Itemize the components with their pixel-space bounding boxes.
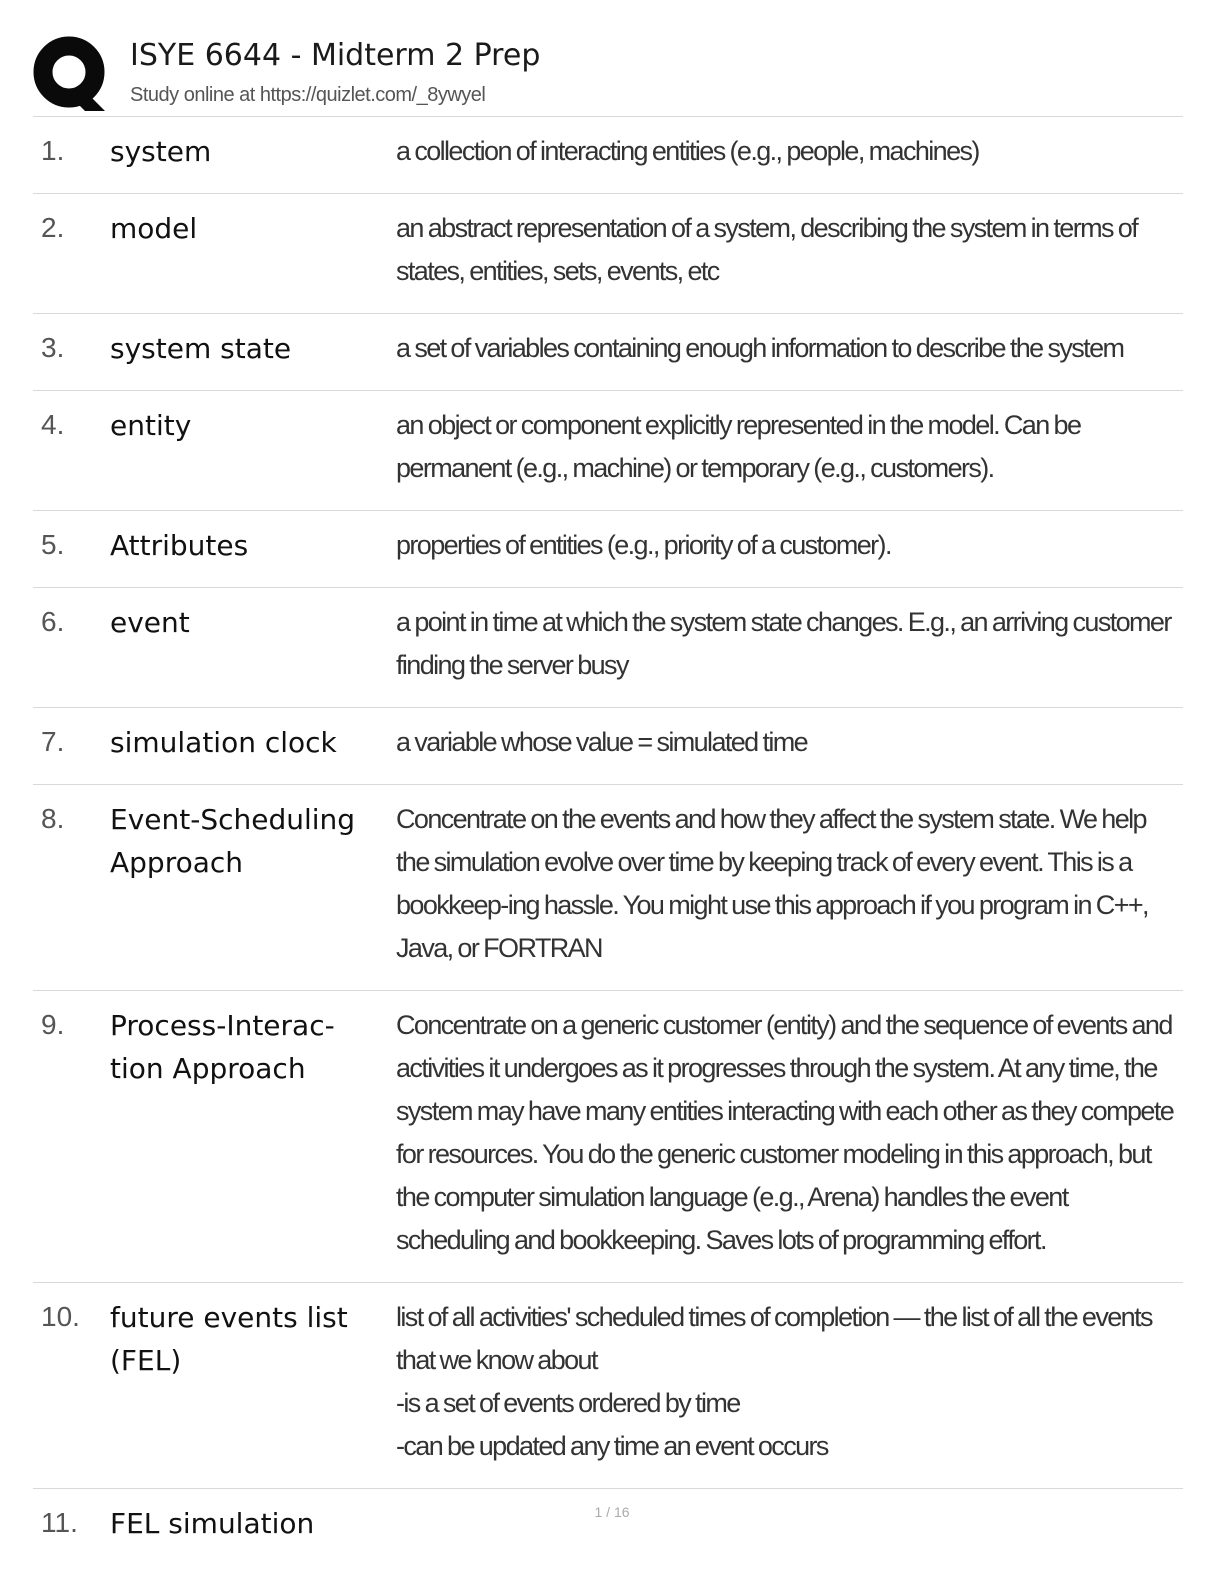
- flashcard-row: [33, 391, 1183, 511]
- card-definition: an abstract representation of a system, describing the system in terms of states, entities, sets, events, etc: [396, 213, 1138, 286]
- flashcard-row: [33, 194, 1183, 314]
- card-term: future events list (FEL): [110, 1301, 348, 1377]
- card-term: Attributes: [110, 529, 249, 562]
- card-definition: list of all activities' scheduled times of completion — the list of all the events that we know about -is a set of events ordered by time -can be updated any time an event occurs: [396, 1302, 1152, 1461]
- card-term: system state: [110, 332, 292, 365]
- flashcard-row: [33, 708, 1183, 785]
- page-subtitle: Study online at https://quizlet.com/_8ywyel: [130, 84, 486, 106]
- flashcard-row: [33, 1283, 1183, 1489]
- flashcard-row: [33, 314, 1183, 391]
- card-term: entity: [110, 409, 192, 442]
- page-title: ISYE 6644 - Midterm 2 Prep: [130, 38, 541, 73]
- flashcard-list: [33, 116, 1183, 1565]
- flashcard-row: [33, 511, 1183, 588]
- card-term: model: [110, 212, 198, 245]
- card-definition: Concentrate on a generic customer (entity) and the sequence of events and activities it undergoes as it progresses through the system. At any time, the system may have many entities interacting with each other as they compete for resources. You do the generic customer modeling in this approach, but the computer simulation language (e.g., Arena) handles the event scheduling and bookkeeping. Saves lots of programming effort.: [396, 1010, 1174, 1255]
- card-number: 5.: [41, 529, 65, 560]
- page-number: 1 / 16: [594, 1504, 630, 1520]
- card-number: 3.: [41, 332, 65, 363]
- card-term: Process-Interac-tion Approach: [110, 1009, 335, 1085]
- page-header: [33, 30, 1183, 112]
- flashcard-row: [33, 991, 1183, 1283]
- flashcard-row: [33, 1489, 1183, 1565]
- card-term: FEL simulation: [110, 1507, 315, 1540]
- card-definition: an object or component explicitly represented in the model. Can be permanent (e.g., machine) or temporary (e.g., customers).: [396, 410, 1081, 483]
- card-definition: a variable whose value = simulated time: [396, 727, 808, 757]
- card-number: 7.: [41, 726, 65, 757]
- flashcard-row: [33, 588, 1183, 708]
- card-definition: properties of entities (e.g., priority of a customer).: [396, 530, 891, 560]
- card-number: 9.: [41, 1009, 65, 1040]
- quizlet-logo-icon: [33, 35, 109, 111]
- card-number: 10.: [41, 1301, 80, 1332]
- card-number: 2.: [41, 212, 65, 243]
- card-term: Event-Scheduling Approach: [110, 803, 356, 879]
- card-number: 1.: [41, 135, 65, 166]
- card-definition: a collection of interacting entities (e.g., people, machines): [396, 136, 979, 166]
- card-definition: Concentrate on the events and how they affect the system state. We help the simulation evolve over time by keeping track of every event. This is a bookkeep-ing hassle. You might use this approach if you program in C++, Java, or FORTRAN: [396, 804, 1148, 963]
- flashcard-row: [33, 785, 1183, 991]
- card-term: simulation clock: [110, 726, 337, 759]
- card-number: 4.: [41, 409, 65, 440]
- card-number: 8.: [41, 803, 65, 834]
- card-number: 11.: [41, 1507, 78, 1538]
- flashcard-row: [33, 117, 1183, 194]
- card-definition: a point in time at which the system state changes. E.g., an arriving customer finding the server busy: [396, 607, 1171, 680]
- card-definition: a set of variables containing enough information to describe the system: [396, 333, 1124, 363]
- card-term: event: [110, 606, 190, 639]
- card-number: 6.: [41, 606, 65, 637]
- card-term: system: [110, 135, 212, 168]
